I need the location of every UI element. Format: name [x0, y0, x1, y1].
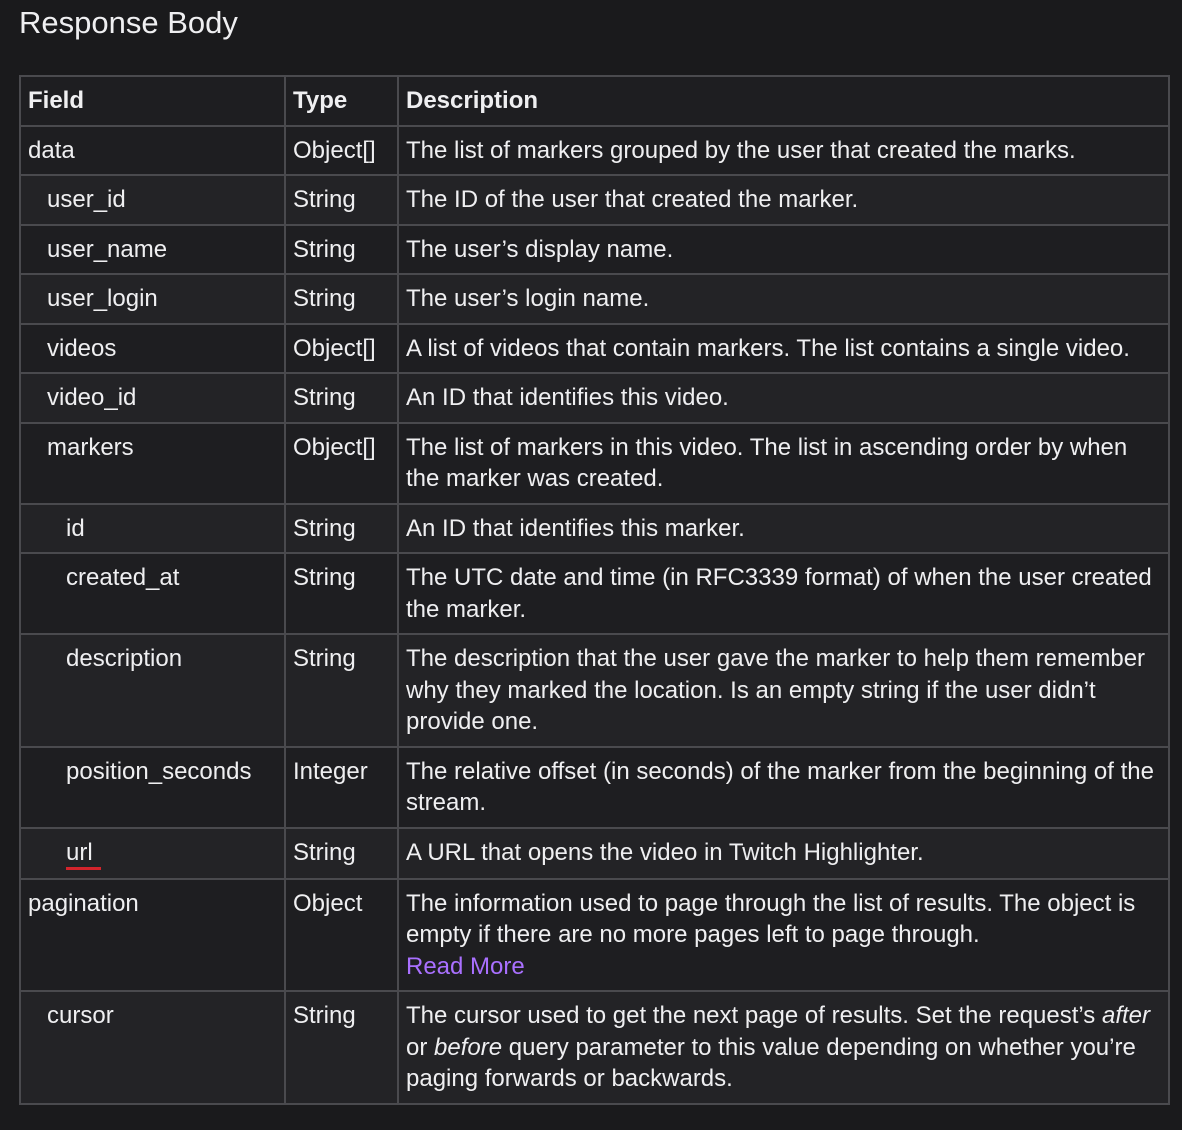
field-name: data	[20, 126, 285, 176]
table-row	[20, 828, 1169, 879]
field-name: position_seconds	[20, 747, 285, 828]
table-row	[20, 879, 1169, 992]
table-header-row	[20, 76, 1169, 126]
field-type: String	[285, 274, 398, 324]
field-name: user_id	[20, 175, 285, 225]
table-row	[20, 373, 1169, 423]
param-after: after	[1101, 1002, 1150, 1029]
field-type: String	[285, 634, 398, 747]
column-header-type: Type	[285, 76, 398, 126]
field-description: The relative offset (in seconds) of the marker from the beginning of the stream.	[398, 747, 1169, 828]
description-text: The cursor used to get the next page of results. Set the request’s	[406, 1002, 1102, 1029]
field-description	[398, 991, 1169, 1104]
field-type: Object	[285, 879, 398, 992]
field-name: user_login	[20, 274, 285, 324]
column-header-field: Field	[20, 76, 285, 126]
field-description: The user’s login name.	[398, 274, 1169, 324]
field-type: String	[285, 828, 398, 879]
table-row	[20, 423, 1169, 504]
field-description	[398, 879, 1169, 992]
field-name: cursor	[20, 991, 285, 1104]
table-row	[20, 225, 1169, 275]
field-type: String	[285, 373, 398, 423]
field-description: The description that the user gave the marker to help them remember why they marked the location. Is an empty string if the user didn’t provide one.	[398, 634, 1169, 747]
table-row	[20, 991, 1169, 1104]
table-row	[20, 175, 1169, 225]
url-field-underlined: url	[66, 840, 101, 870]
column-header-description: Description	[398, 76, 1169, 126]
read-more-link[interactable]: Read More	[406, 952, 525, 980]
table-row	[20, 504, 1169, 554]
description-text: query parameter to this value depending on whether you’re paging forwards or backwards.	[406, 1033, 1136, 1092]
field-name: id	[20, 504, 285, 554]
table-row	[20, 274, 1169, 324]
field-type: Object[]	[285, 324, 398, 374]
field-name: pagination	[20, 879, 285, 992]
section-heading: Response Body	[19, 5, 238, 40]
field-description: An ID that identifies this video.	[398, 373, 1169, 423]
field-type: Object[]	[285, 423, 398, 504]
field-description: The list of markers in this video. The list in ascending order by when the marker was created.	[398, 423, 1169, 504]
field-name: description	[20, 634, 285, 747]
param-before: before	[434, 1033, 503, 1061]
field-name: user_name	[20, 225, 285, 275]
table-row	[20, 634, 1169, 747]
field-description: The UTC date and time (in RFC3339 format) of when the user created the marker.	[398, 553, 1169, 634]
description-text: or	[406, 1033, 435, 1061]
field-description: The ID of the user that created the marker.	[398, 175, 1169, 225]
field-description: A URL that opens the video in Twitch Highlighter.	[398, 828, 1169, 879]
table-row	[20, 126, 1169, 176]
description-text: The information used to page through the list of results. The object is empty if there are no more pages left to page through.	[406, 889, 1136, 948]
table-row	[20, 747, 1169, 828]
field-type: Object[]	[285, 126, 398, 176]
field-name: video_id	[20, 373, 285, 423]
field-type: Integer	[285, 747, 398, 828]
field-description: A list of videos that contain markers. The list contains a single video.	[398, 324, 1169, 374]
field-name: markers	[20, 423, 285, 504]
response-body-table	[19, 75, 1170, 1105]
field-description: An ID that identifies this marker.	[398, 504, 1169, 554]
field-name: created_at	[20, 553, 285, 634]
field-name: videos	[20, 324, 285, 374]
field-description: The user’s display name.	[398, 225, 1169, 275]
field-type: String	[285, 175, 398, 225]
table-row	[20, 324, 1169, 374]
table-row	[20, 553, 1169, 634]
field-description: The list of markers grouped by the user that created the marks.	[398, 126, 1169, 176]
field-type: String	[285, 991, 398, 1104]
field-type: String	[285, 504, 398, 554]
field-name	[20, 828, 285, 879]
field-type: String	[285, 225, 398, 275]
field-type: String	[285, 553, 398, 634]
